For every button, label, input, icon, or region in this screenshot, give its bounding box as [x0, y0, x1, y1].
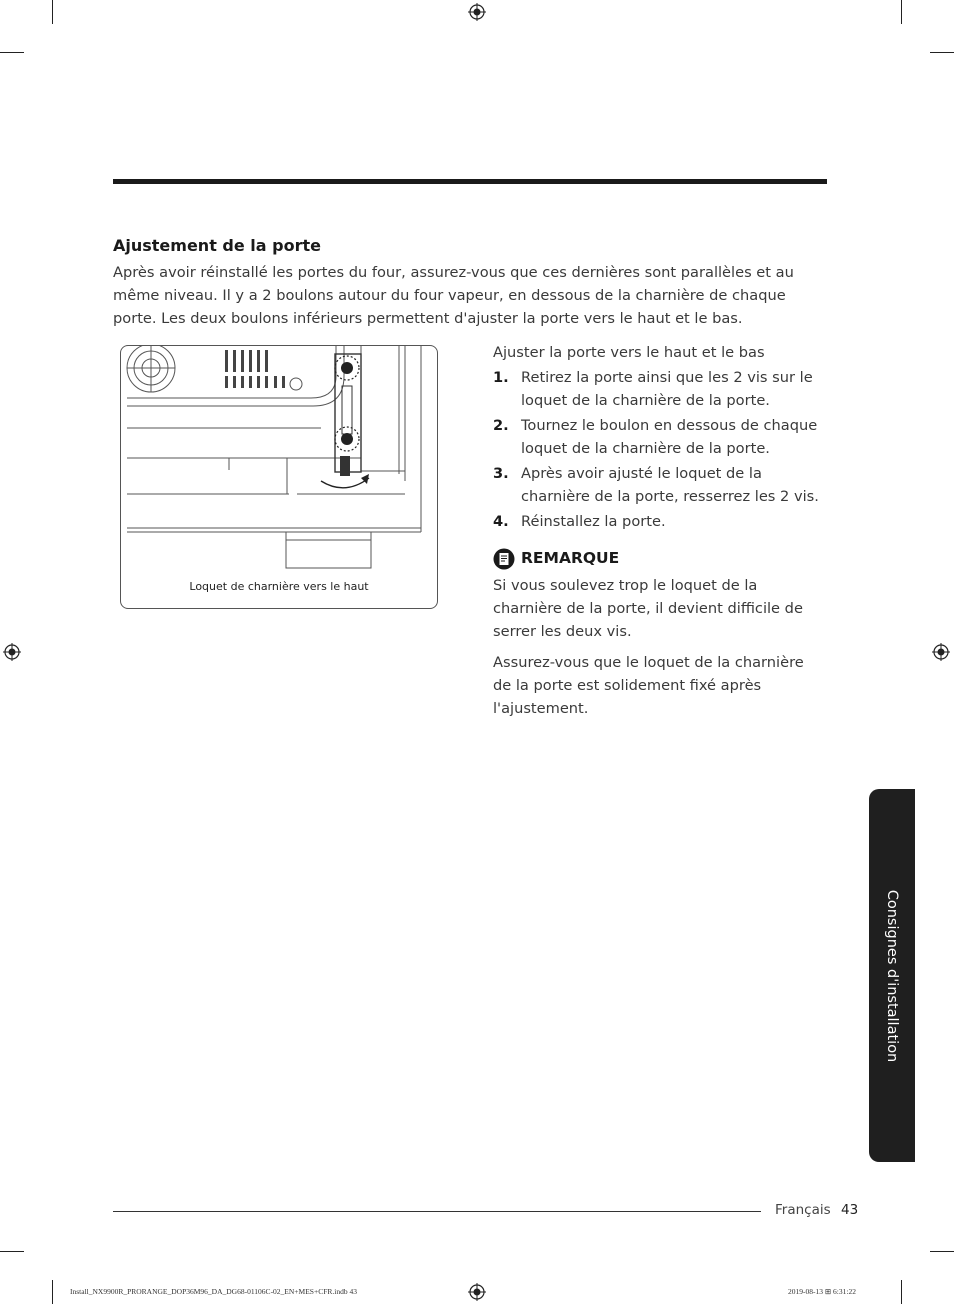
- crop-mark: [930, 1251, 954, 1252]
- crop-mark: [52, 0, 53, 24]
- step-text: Retirez la porte ainsi que les 2 vis sur le loquet de la charnière de la porte.: [521, 369, 813, 409]
- step-number: 2.: [493, 417, 509, 434]
- step-text: Réinstallez la porte.: [521, 513, 666, 530]
- step-number: 1.: [493, 369, 509, 386]
- crop-mark: [930, 52, 954, 53]
- list-item: [493, 414, 823, 460]
- list-item: [493, 366, 823, 412]
- instructions-column: [493, 341, 823, 728]
- note-paragraph: Assurez-vous que le loquet de la charnière de la porte est solidement fixé après l'ajustement.: [493, 654, 804, 717]
- print-slug-filename: Install_NX9900R_PRORANGE_DOP36M96_DA_DG68-01106C-02_EN+MES+CFR.indb 43: [70, 1287, 357, 1296]
- steps-heading: Ajuster la porte vers le haut et le bas: [493, 344, 765, 361]
- crop-mark: [901, 0, 902, 24]
- page-number: 43: [841, 1202, 859, 1218]
- registration-mark-icon: [468, 1283, 486, 1301]
- intro-paragraph: Après avoir réinstallé les portes du four, assurez-vous que ces dernières sont parallèles et au même niveau. Il y a 2 boulons autour du four vapeur, en dessous de la charnière de chaque porte. Les deux boulons inférieurs permettent d'ajuster la porte vers le haut et le bas.: [113, 264, 794, 327]
- step-text: Tournez le boulon en dessous de chaque loquet de la charnière de la porte.: [521, 417, 818, 457]
- note-paragraph: Si vous soulevez trop le loquet de la charnière de la porte, il devient difficile de serrer les deux vis.: [493, 577, 803, 640]
- steps-list: [493, 366, 823, 533]
- chapter-side-tab-label: Consignes d'installation: [884, 889, 900, 1062]
- list-item: [493, 510, 823, 533]
- note-icon: [493, 548, 515, 570]
- chapter-side-tab: [869, 789, 915, 1162]
- note-header: [493, 547, 823, 570]
- footer-rule: [113, 1211, 761, 1212]
- step-number: 3.: [493, 465, 509, 482]
- oven-hinge-diagram: [121, 346, 437, 608]
- figure-caption: Loquet de charnière vers le haut: [189, 580, 369, 593]
- crop-mark: [52, 1280, 53, 1304]
- crop-mark: [0, 1251, 24, 1252]
- crop-mark: [0, 52, 24, 53]
- section-title: Ajustement de la porte: [113, 236, 321, 255]
- registration-mark-icon: [3, 643, 21, 661]
- registration-mark-icon: [468, 3, 486, 21]
- footer-language: Français: [775, 1202, 831, 1218]
- step-text: Après avoir ajusté le loquet de la charnière de la porte, resserrez les 2 vis.: [521, 465, 819, 505]
- print-slug-timestamp: 2019-08-13 ⊞ 6:31:22: [788, 1287, 856, 1296]
- list-item: [493, 462, 823, 508]
- section-rule: [113, 179, 827, 184]
- crop-mark: [901, 1280, 902, 1304]
- step-number: 4.: [493, 513, 509, 530]
- hinge-illustration: [120, 345, 438, 609]
- registration-mark-icon: [932, 643, 950, 661]
- note-label: REMARQUE: [521, 549, 620, 567]
